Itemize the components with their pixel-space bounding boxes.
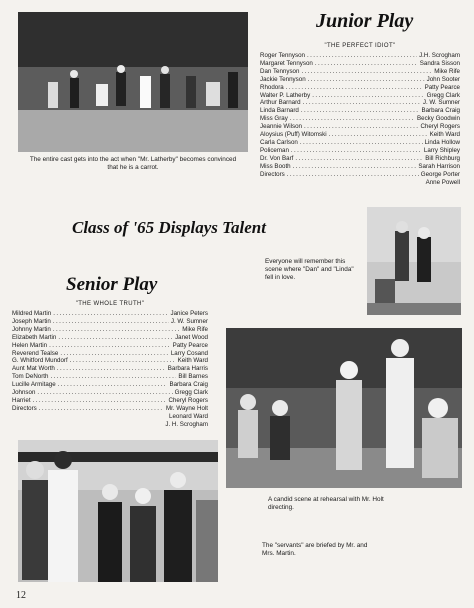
cast-row: Arthur Barnard ..... J. W. Sumner [260,99,460,107]
cast-row: Dr. Von Barf ..... Bill Richburg [260,155,460,163]
cast-row: Tom DeNorth ..... Bill Barnes [12,373,208,381]
cast-row: Harriet ..... Cheryl Rogers [12,397,208,405]
cast-row: Elizabeth Martin ..... Janet Wood [12,334,208,342]
cast-row: Rhodora ..... Patty Pearce [260,84,460,92]
junior-play-heading: Junior Play [316,10,414,32]
cast-row: Dan Tennyson ..... Mike Rife [260,68,460,76]
cast-row: Aloysius (Puff) Witomski ..... Keith Ward [260,131,460,139]
senior-play-title: "THE WHOLE TRUTH" [75,301,145,307]
cast-row: G. Whitford Mundorf ..... Keith Ward [12,357,208,365]
cast-row: Margaret Tennyson ..... Sandra Sisson [260,60,460,68]
junior-photo-caption: The entire cast gets into the act when "Mr. Latherby" becomes convinced that he is a carrot. [29,156,237,171]
cast-row: Helen Martin ..... Patty Pearce [12,342,208,350]
cast-row: Joseph Martin ..... J. W. Sumner [12,318,208,326]
cast-row: Miss Booth ..... Sarah Harrison [260,163,460,171]
cast-row: Jackie Tennyson ..... John Sooter [260,76,460,84]
cast-row: Johnny Martin ..... Mike Rife [12,326,208,334]
cast-row: Leonard Ward [169,412,208,420]
cast-row: Walter P. Latherby ..... Gregg Clark [260,92,460,100]
senior-play-heading: Senior Play [66,274,158,295]
cast-row: Directors ..... George Porter [260,171,460,179]
cast-row: Policeman ..... Larry Shipley [260,147,460,155]
section-heading: Class of '65 Displays Talent [72,218,266,237]
cast-row: Roger Tennyson ..... J.H. Scrogham [260,52,460,60]
cast-row: J. H. Scrogham [165,420,208,428]
cast-row: Lucille Armitage ..... Barbara Craig [12,381,208,389]
junior-cast-list [260,52,460,186]
cast-row: Aunt Mat Worth ..... Barbara Harris [12,365,208,373]
cast-row: Johnson ..... Gregg Clark [12,389,208,397]
junior-play-title: "THE PERFECT IDIOT" [324,43,396,49]
senior-cast-list [12,310,208,429]
cast-row: Jeannie Wilson ..... Cheryl Rogers [260,123,460,131]
cast-row: Anne Powell [425,178,460,186]
cast-row: Carla Carlson ..... Linda Hollow [260,139,460,147]
cast-row: Reverend Tealse ..... Larry Cosand [12,350,208,358]
rehearsal-caption: A candid scene at rehearsal with Mr. Holt directing. [268,496,384,511]
rehearsal-photo [226,328,462,488]
page-number: 12 [16,590,26,601]
dan-linda-scene-photo [367,207,461,315]
cast-row: Linda Barnard ..... Barbara Craig [260,107,460,115]
cast-row: Miss Gray ..... Becky Goodwin [260,115,460,123]
servants-photo [18,440,218,582]
servants-caption: The "servants" are briefed by Mr. and Mrs. Martin. [262,542,368,557]
cast-row: Directors ..... Mr. Wayne Holt [12,405,208,413]
junior-play-cast-photo [18,12,248,152]
dan-linda-caption: Everyone will remember this scene where "Dan" and "Linda" fell in love. [265,258,354,281]
cast-row: Mildred Martin ..... Janice Peters [12,310,208,318]
